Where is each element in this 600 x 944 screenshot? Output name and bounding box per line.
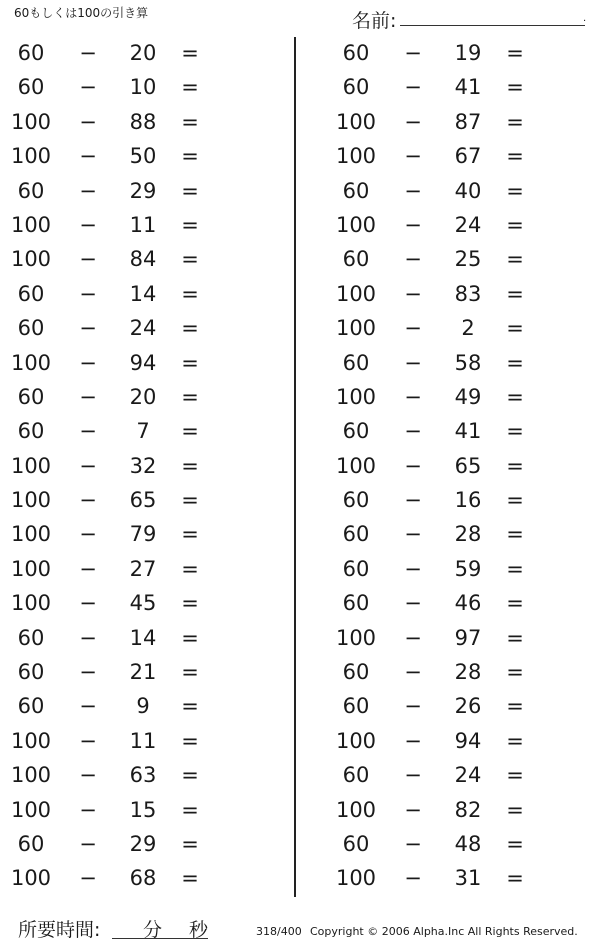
minuend: 60 xyxy=(17,419,45,444)
minuend: 100 xyxy=(10,591,52,616)
equals-sign: = xyxy=(506,591,524,616)
equals-sign: = xyxy=(506,144,524,169)
minuend: 100 xyxy=(10,763,52,788)
subtrahend: 94 xyxy=(454,728,482,753)
equals-sign: = xyxy=(181,212,199,237)
equals-sign: = xyxy=(181,75,199,100)
minus-sign: − xyxy=(404,247,422,272)
minus-sign: − xyxy=(404,694,422,719)
minus-sign: − xyxy=(404,75,422,100)
minus-sign: − xyxy=(79,109,97,134)
equals-sign: = xyxy=(181,41,199,65)
subtrahend: 25 xyxy=(454,247,482,272)
minus-sign: − xyxy=(79,281,97,306)
minus-sign: − xyxy=(79,488,97,513)
minuend: 100 xyxy=(335,453,377,478)
subtrahend: 97 xyxy=(454,625,482,650)
equals-sign: = xyxy=(181,384,199,409)
subtrahend: 59 xyxy=(454,556,482,581)
minus-sign: − xyxy=(404,41,422,65)
equals-sign: = xyxy=(181,694,199,719)
minuend: 60 xyxy=(342,350,370,375)
equals-sign: = xyxy=(181,178,199,203)
minus-sign: − xyxy=(404,109,422,134)
minus-sign: − xyxy=(404,281,422,306)
minuend: 100 xyxy=(10,247,52,272)
minus-sign: − xyxy=(404,556,422,581)
equals-sign: = xyxy=(506,75,524,100)
minus-sign: − xyxy=(79,316,97,341)
subtrahend: 87 xyxy=(454,109,482,134)
minus-sign: − xyxy=(404,212,422,237)
subtrahend: 28 xyxy=(454,660,482,685)
minuend: 60 xyxy=(17,831,45,856)
minus-sign: − xyxy=(79,728,97,753)
sheet-number: 318/400 xyxy=(256,925,302,938)
subtrahend: 20 xyxy=(129,41,157,65)
minuend: 100 xyxy=(10,350,52,375)
minuend: 60 xyxy=(342,488,370,513)
minus-sign: − xyxy=(404,178,422,203)
minus-sign: − xyxy=(404,831,422,856)
equals-sign: = xyxy=(181,522,199,547)
minuend: 60 xyxy=(17,694,45,719)
subtrahend: 49 xyxy=(454,384,482,409)
minuend: 100 xyxy=(10,866,52,891)
minus-sign: − xyxy=(404,797,422,822)
equals-sign: = xyxy=(181,660,199,685)
minuend: 60 xyxy=(342,763,370,788)
minuend: 100 xyxy=(335,797,377,822)
column-divider xyxy=(294,37,296,897)
equals-sign: = xyxy=(506,384,524,409)
minuend: 100 xyxy=(335,384,377,409)
subtrahend: 50 xyxy=(129,144,157,169)
minutes-unit: 分 xyxy=(143,919,163,941)
minus-sign: − xyxy=(404,660,422,685)
equals-sign: = xyxy=(506,178,524,203)
minuend: 100 xyxy=(10,453,52,478)
name-dot: . xyxy=(583,13,587,24)
minuend: 60 xyxy=(342,831,370,856)
minuend: 60 xyxy=(17,178,45,203)
subtrahend: 88 xyxy=(129,109,157,134)
minuend: 100 xyxy=(10,144,52,169)
equals-sign: = xyxy=(181,488,199,513)
minus-sign: − xyxy=(404,488,422,513)
minus-sign: − xyxy=(79,660,97,685)
minuend: 60 xyxy=(342,419,370,444)
subtrahend: 28 xyxy=(454,522,482,547)
subtrahend: 29 xyxy=(129,178,157,203)
subtrahend: 29 xyxy=(129,831,157,856)
subtrahend: 19 xyxy=(454,41,482,65)
minus-sign: − xyxy=(79,247,97,272)
minuend: 100 xyxy=(335,866,377,891)
subtrahend: 20 xyxy=(129,384,157,409)
minus-sign: − xyxy=(404,350,422,375)
subtrahend: 83 xyxy=(454,281,482,306)
minus-sign: − xyxy=(79,384,97,409)
minuend: 100 xyxy=(10,109,52,134)
minus-sign: − xyxy=(79,866,97,891)
minuend: 100 xyxy=(335,625,377,650)
minuend: 60 xyxy=(17,316,45,341)
subtrahend: 24 xyxy=(454,763,482,788)
minuend: 100 xyxy=(335,212,377,237)
subtrahend: 46 xyxy=(454,591,482,616)
equals-sign: = xyxy=(181,866,199,891)
equals-sign: = xyxy=(181,831,199,856)
minuend: 60 xyxy=(342,556,370,581)
equals-sign: = xyxy=(506,488,524,513)
minuend: 100 xyxy=(335,281,377,306)
minuend: 100 xyxy=(10,556,52,581)
equals-sign: = xyxy=(506,247,524,272)
minus-sign: − xyxy=(79,453,97,478)
equals-sign: = xyxy=(506,212,524,237)
minus-sign: − xyxy=(404,591,422,616)
equals-sign: = xyxy=(506,41,524,65)
minuend: 100 xyxy=(10,728,52,753)
equals-sign: = xyxy=(506,763,524,788)
minus-sign: − xyxy=(404,763,422,788)
minus-sign: − xyxy=(79,591,97,616)
subtrahend: 65 xyxy=(129,488,157,513)
subtrahend: 45 xyxy=(129,591,157,616)
name-label: 名前: xyxy=(352,10,397,32)
minuend: 100 xyxy=(10,488,52,513)
minus-sign: − xyxy=(79,419,97,444)
minuend: 100 xyxy=(10,212,52,237)
subtrahend: 15 xyxy=(129,797,157,822)
minuend: 100 xyxy=(10,797,52,822)
minuend: 100 xyxy=(335,728,377,753)
minuend: 60 xyxy=(342,591,370,616)
worksheet-title: 60もしくは100の引き算 xyxy=(14,6,149,20)
minuend: 60 xyxy=(342,41,370,65)
seconds-unit: 秒 xyxy=(189,919,209,941)
equals-sign: = xyxy=(506,831,524,856)
subtrahend: 24 xyxy=(129,316,157,341)
subtrahend: 16 xyxy=(454,488,482,513)
equals-sign: = xyxy=(181,556,199,581)
equals-sign: = xyxy=(506,694,524,719)
equals-sign: = xyxy=(181,591,199,616)
subtrahend: 82 xyxy=(454,797,482,822)
minus-sign: − xyxy=(404,144,422,169)
subtrahend: 24 xyxy=(454,212,482,237)
equals-sign: = xyxy=(506,866,524,891)
equals-sign: = xyxy=(181,625,199,650)
minus-sign: − xyxy=(79,797,97,822)
minus-sign: − xyxy=(79,694,97,719)
minus-sign: − xyxy=(404,866,422,891)
minus-sign: − xyxy=(79,41,97,65)
equals-sign: = xyxy=(181,728,199,753)
minuend: 100 xyxy=(335,144,377,169)
subtrahend: 41 xyxy=(454,75,482,100)
equals-sign: = xyxy=(181,316,199,341)
minus-sign: − xyxy=(404,728,422,753)
subtrahend: 14 xyxy=(129,281,157,306)
equals-sign: = xyxy=(506,350,524,375)
equals-sign: = xyxy=(506,660,524,685)
subtrahend: 9 xyxy=(136,694,150,719)
subtrahend: 2 xyxy=(461,316,475,341)
subtrahend: 11 xyxy=(129,212,157,237)
subtrahend: 27 xyxy=(129,556,157,581)
minus-sign: − xyxy=(404,522,422,547)
minuend: 60 xyxy=(342,178,370,203)
minus-sign: − xyxy=(79,831,97,856)
minuend: 60 xyxy=(342,75,370,100)
equals-sign: = xyxy=(506,281,524,306)
minus-sign: − xyxy=(404,419,422,444)
equals-sign: = xyxy=(181,109,199,134)
equals-sign: = xyxy=(506,522,524,547)
minuend: 60 xyxy=(17,660,45,685)
time-taken-label: 所要時間: xyxy=(18,919,101,941)
equals-sign: = xyxy=(181,763,199,788)
equals-sign: = xyxy=(181,281,199,306)
minuend: 60 xyxy=(17,41,45,65)
minuend: 60 xyxy=(342,694,370,719)
equals-sign: = xyxy=(181,247,199,272)
subtrahend: 10 xyxy=(129,75,157,100)
equals-sign: = xyxy=(181,144,199,169)
minuend: 100 xyxy=(10,522,52,547)
minus-sign: − xyxy=(79,350,97,375)
subtrahend: 58 xyxy=(454,350,482,375)
equals-sign: = xyxy=(506,556,524,581)
minus-sign: − xyxy=(79,556,97,581)
equals-sign: = xyxy=(506,453,524,478)
subtrahend: 84 xyxy=(129,247,157,272)
minus-sign: − xyxy=(79,522,97,547)
equals-sign: = xyxy=(506,316,524,341)
subtrahend: 11 xyxy=(129,728,157,753)
minus-sign: − xyxy=(79,144,97,169)
equals-sign: = xyxy=(506,419,524,444)
minuend: 60 xyxy=(342,522,370,547)
minus-sign: − xyxy=(404,453,422,478)
subtrahend: 21 xyxy=(129,660,157,685)
minus-sign: − xyxy=(404,316,422,341)
subtrahend: 94 xyxy=(129,350,157,375)
name-blank-line xyxy=(400,25,585,26)
subtrahend: 14 xyxy=(129,625,157,650)
subtrahend: 41 xyxy=(454,419,482,444)
subtrahend: 65 xyxy=(454,453,482,478)
subtrahend: 48 xyxy=(454,831,482,856)
minus-sign: − xyxy=(79,75,97,100)
minus-sign: − xyxy=(79,212,97,237)
equals-sign: = xyxy=(506,625,524,650)
minuend: 60 xyxy=(342,660,370,685)
minuend: 60 xyxy=(17,625,45,650)
minuend: 60 xyxy=(17,384,45,409)
subtrahend: 31 xyxy=(454,866,482,891)
equals-sign: = xyxy=(506,728,524,753)
minuend: 100 xyxy=(335,109,377,134)
subtrahend: 40 xyxy=(454,178,482,203)
subtrahend: 63 xyxy=(129,763,157,788)
minuend: 60 xyxy=(342,247,370,272)
subtrahend: 68 xyxy=(129,866,157,891)
minuend: 60 xyxy=(17,75,45,100)
minuend: 100 xyxy=(335,316,377,341)
equals-sign: = xyxy=(506,109,524,134)
minus-sign: − xyxy=(79,178,97,203)
subtrahend: 32 xyxy=(129,453,157,478)
minus-sign: − xyxy=(404,384,422,409)
minus-sign: − xyxy=(79,625,97,650)
copyright-notice: Copyright © 2006 Alpha.Inc All Rights Reserved. xyxy=(310,925,578,938)
equals-sign: = xyxy=(181,797,199,822)
subtrahend: 7 xyxy=(136,419,150,444)
subtrahend: 67 xyxy=(454,144,482,169)
minus-sign: − xyxy=(79,763,97,788)
subtrahend: 79 xyxy=(129,522,157,547)
equals-sign: = xyxy=(181,453,199,478)
equals-sign: = xyxy=(181,350,199,375)
equals-sign: = xyxy=(506,797,524,822)
equals-sign: = xyxy=(181,419,199,444)
minus-sign: − xyxy=(404,625,422,650)
minuend: 60 xyxy=(17,281,45,306)
subtrahend: 26 xyxy=(454,694,482,719)
